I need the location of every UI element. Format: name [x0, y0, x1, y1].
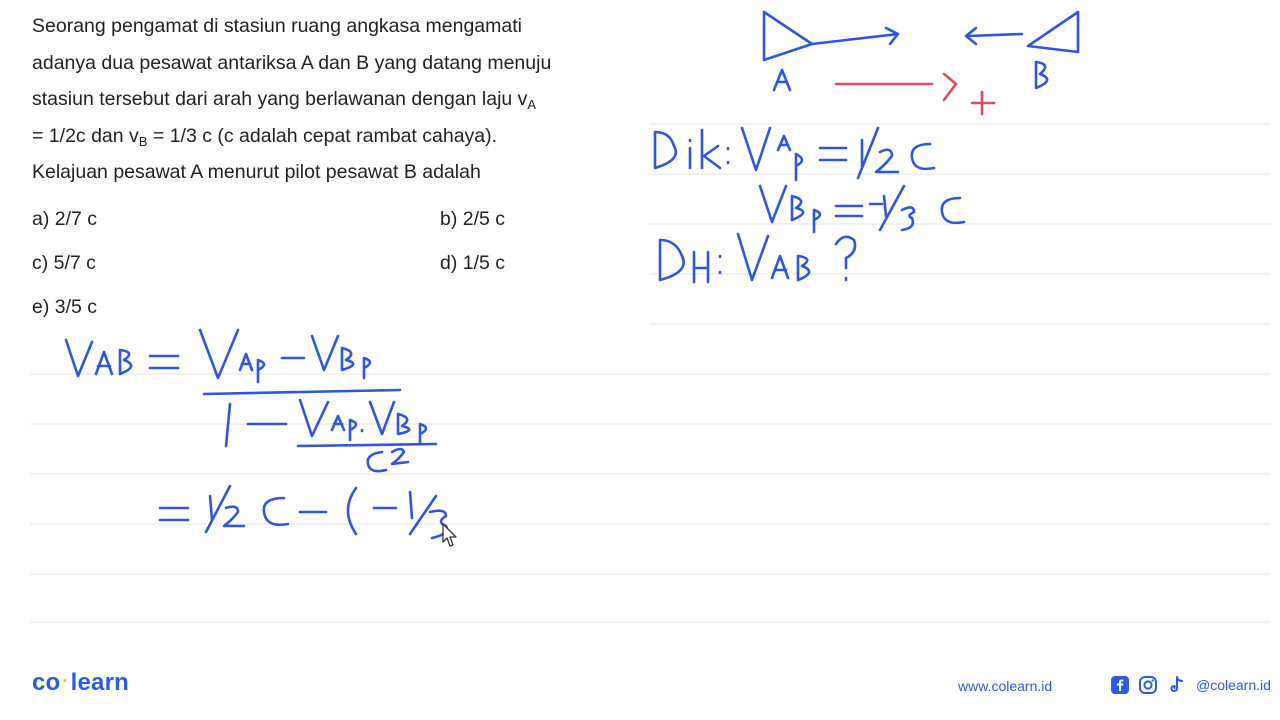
question-line-4-text-b: = 1/3 c (c adalah cepat rambat cahaya).	[147, 124, 498, 147]
given-values	[655, 128, 964, 232]
subscript-a: A	[527, 97, 537, 112]
denominator-one-minus	[226, 404, 286, 446]
step-line	[160, 486, 447, 538]
step-half	[206, 486, 244, 532]
option-b: b) 2/5 c	[440, 208, 506, 230]
equals-lhs	[150, 356, 178, 368]
question-line-2: adanya dua pesawat antariksa A dan B yang datang menuju	[32, 51, 552, 74]
social-links	[1110, 675, 1271, 695]
ship-a-shape	[764, 12, 812, 60]
v-bp-strokes	[760, 186, 820, 232]
arrow-a-right	[812, 28, 898, 44]
social-handle[interactable]: @colearn.id	[1196, 677, 1271, 693]
question-line-5: Kelajuan pesawat A menurut pilot pesawat B adalah	[32, 161, 481, 183]
half-c	[858, 128, 934, 178]
equals-minus	[836, 204, 882, 216]
facebook-icon[interactable]	[1110, 675, 1130, 695]
v-ab-strokes	[738, 234, 809, 280]
label-a-strokes	[774, 70, 790, 90]
dit-strokes	[660, 240, 720, 282]
question-line-1: Seorang pengamat di stasiun ruang angkasa mengamati	[32, 15, 522, 37]
asked-value	[660, 234, 855, 282]
subscript-b: B	[138, 133, 148, 149]
label-b-strokes	[1036, 62, 1047, 88]
question-line-3-text: stasiun tersebut dari arah yang berlawanan dengan laju v	[32, 88, 528, 110]
logo-dot: ·	[62, 671, 69, 691]
inner-fraction-bar	[298, 444, 436, 446]
mouse-cursor-icon	[440, 522, 462, 550]
fraction-bar	[204, 390, 400, 394]
colearn-logo[interactable]	[32, 669, 129, 697]
footer	[0, 660, 1280, 710]
v-ap-strokes	[742, 128, 802, 180]
step-neg-third	[374, 492, 447, 538]
formula	[66, 330, 436, 471]
red-axis-arrow	[836, 74, 956, 100]
option-c: c) 5/7 c	[32, 252, 96, 274]
option-d: d) 1/5 c	[440, 252, 506, 274]
logo-learn: learn	[70, 669, 129, 696]
diagram	[764, 12, 1078, 114]
denominator-v-ap-v-bp	[300, 400, 426, 442]
question-line-4-text-a: = 1/2c dan v	[32, 124, 139, 147]
step-c	[264, 498, 288, 525]
numerator-v-bp	[312, 336, 370, 378]
ship-b-shape	[1028, 12, 1078, 52]
c-squared	[368, 449, 408, 471]
arrow-b-left	[966, 28, 1022, 44]
website-link[interactable]: www.colearn.id	[958, 678, 1053, 694]
option-a: a) 2/7 c	[32, 208, 98, 230]
third-c	[880, 186, 964, 230]
numerator-v-ap	[200, 330, 264, 382]
logo-co: co	[32, 669, 61, 696]
red-plus-sign	[972, 92, 994, 114]
question-mark	[836, 237, 855, 280]
dik-strokes	[655, 130, 728, 168]
step-equals	[160, 508, 188, 520]
tiktok-icon[interactable]	[1166, 675, 1186, 695]
instagram-icon[interactable]	[1138, 675, 1158, 695]
option-e: e) 3/5 c	[32, 296, 98, 318]
v-ab-lhs	[66, 340, 131, 376]
step-paren	[348, 488, 356, 534]
equals-1	[820, 148, 846, 160]
